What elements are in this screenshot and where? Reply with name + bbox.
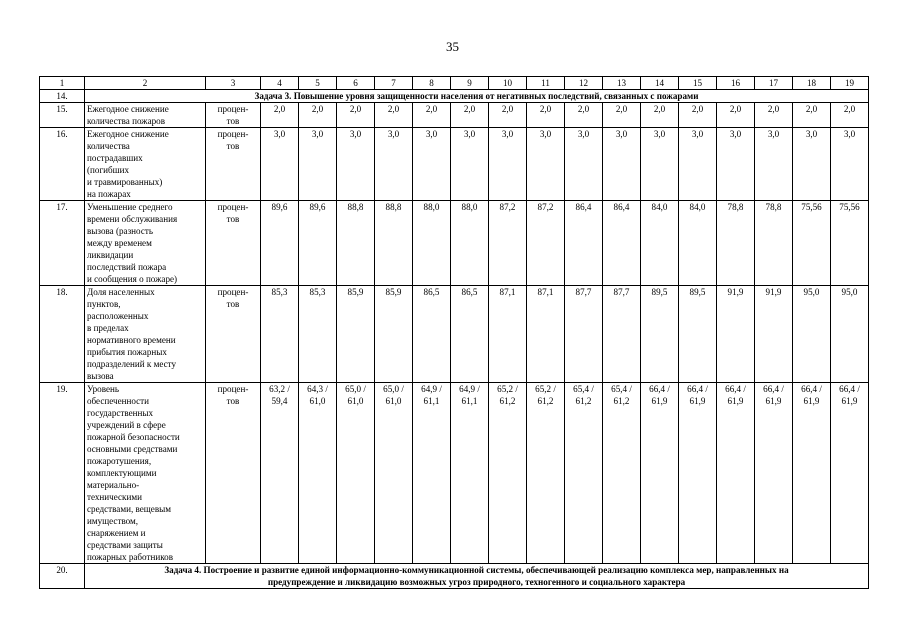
- page-number: 35: [446, 39, 459, 54]
- row-number: 19.: [40, 383, 85, 564]
- column-number: 2: [85, 77, 206, 90]
- value-cell: 64,9 / 61,1: [451, 383, 489, 564]
- unit-cell: процен- тов: [206, 103, 261, 128]
- value-cell: 3,0: [527, 128, 565, 201]
- value-cell: 3,0: [565, 128, 603, 201]
- value-cell: 3,0: [679, 128, 717, 201]
- value-cell: 2,0: [565, 103, 603, 128]
- value-cell: 2,0: [299, 103, 337, 128]
- value-cell: 95,0: [831, 286, 869, 383]
- value-cell: 65,4 / 61,2: [603, 383, 641, 564]
- column-number: 12: [565, 77, 603, 90]
- value-cell: 91,9: [755, 286, 793, 383]
- value-cell: 65,4 / 61,2: [565, 383, 603, 564]
- table-row: [40, 128, 869, 201]
- column-number-row: [40, 77, 869, 90]
- column-number: 14: [641, 77, 679, 90]
- value-cell: 2,0: [793, 103, 831, 128]
- value-cell: 89,5: [679, 286, 717, 383]
- value-cell: 66,4 / 61,9: [717, 383, 755, 564]
- value-cell: 2,0: [337, 103, 375, 128]
- indicator-name: Ежегодное снижение количества пожаров: [85, 103, 206, 128]
- task-4-row: [40, 564, 869, 589]
- value-cell: 2,0: [413, 103, 451, 128]
- value-cell: 66,4 / 61,9: [831, 383, 869, 564]
- column-number: 16: [717, 77, 755, 90]
- value-cell: 78,8: [717, 201, 755, 286]
- value-cell: 2,0: [603, 103, 641, 128]
- unit-cell: процен- тов: [206, 201, 261, 286]
- value-cell: 2,0: [451, 103, 489, 128]
- indicator-name: Доля населенных пунктов, расположенных в пределах нормативного времени прибытия пожарных подразделений к месту вызова: [85, 286, 206, 383]
- value-cell: 84,0: [641, 201, 679, 286]
- value-cell: 2,0: [717, 103, 755, 128]
- value-cell: 2,0: [755, 103, 793, 128]
- value-cell: 3,0: [603, 128, 641, 201]
- value-cell: 65,0 / 61,0: [375, 383, 413, 564]
- value-cell: 3,0: [337, 128, 375, 201]
- column-number: 19: [831, 77, 869, 90]
- indicators-table: [39, 76, 869, 589]
- value-cell: 75,56: [793, 201, 831, 286]
- value-cell: 2,0: [527, 103, 565, 128]
- value-cell: 64,9 / 61,1: [413, 383, 451, 564]
- value-cell: 3,0: [489, 128, 527, 201]
- task-3-row: [40, 90, 869, 103]
- value-cell: 89,6: [299, 201, 337, 286]
- column-number: 3: [206, 77, 261, 90]
- indicator-name: Ежегодное снижение количества пострадавших (погибших и травмированных) на пожарах: [85, 128, 206, 201]
- value-cell: 66,4 / 61,9: [641, 383, 679, 564]
- table-body: [40, 77, 869, 589]
- value-cell: 3,0: [717, 128, 755, 201]
- value-cell: 86,5: [451, 286, 489, 383]
- value-cell: 87,2: [489, 201, 527, 286]
- value-cell: 86,4: [603, 201, 641, 286]
- value-cell: 2,0: [679, 103, 717, 128]
- column-number: 6: [337, 77, 375, 90]
- value-cell: 66,4 / 61,9: [679, 383, 717, 564]
- value-cell: 85,9: [375, 286, 413, 383]
- value-cell: 78,8: [755, 201, 793, 286]
- value-cell: 65,0 / 61,0: [337, 383, 375, 564]
- value-cell: 87,7: [603, 286, 641, 383]
- value-cell: 63,2 / 59,4: [261, 383, 299, 564]
- value-cell: 75,56: [831, 201, 869, 286]
- value-cell: 65,2 / 61,2: [527, 383, 565, 564]
- value-cell: 3,0: [755, 128, 793, 201]
- column-number: 4: [261, 77, 299, 90]
- column-number: 10: [489, 77, 527, 90]
- column-number: 17: [755, 77, 793, 90]
- unit-cell: процен- тов: [206, 286, 261, 383]
- value-cell: 95,0: [793, 286, 831, 383]
- value-cell: 3,0: [299, 128, 337, 201]
- task-3-title: Задача 3. Повышение уровня защищенности населения от негативных последствий, связанных с пожарами: [85, 90, 869, 103]
- column-number: 15: [679, 77, 717, 90]
- value-cell: 88,8: [375, 201, 413, 286]
- value-cell: 87,1: [489, 286, 527, 383]
- table-row: [40, 103, 869, 128]
- value-cell: 2,0: [489, 103, 527, 128]
- task-4-title: Задача 4. Построение и развитие единой информационно-коммуникационной системы, обеспечивающей реализацию комплекса мер, направленных на предупреждение и ликвидацию возможных угроз природного, техногенного и социального характера: [85, 564, 869, 589]
- row-number: 17.: [40, 201, 85, 286]
- unit-cell: процен- тов: [206, 128, 261, 201]
- value-cell: 85,3: [261, 286, 299, 383]
- column-number: 5: [299, 77, 337, 90]
- value-cell: 84,0: [679, 201, 717, 286]
- value-cell: 86,5: [413, 286, 451, 383]
- column-number: 18: [793, 77, 831, 90]
- table-row: [40, 383, 869, 564]
- value-cell: 3,0: [375, 128, 413, 201]
- value-cell: 3,0: [261, 128, 299, 201]
- value-cell: 87,7: [565, 286, 603, 383]
- value-cell: 89,6: [261, 201, 299, 286]
- value-cell: 2,0: [375, 103, 413, 128]
- column-number: 1: [40, 77, 85, 90]
- value-cell: 66,4 / 61,9: [755, 383, 793, 564]
- value-cell: 85,9: [337, 286, 375, 383]
- value-cell: 87,2: [527, 201, 565, 286]
- value-cell: 2,0: [831, 103, 869, 128]
- value-cell: 91,9: [717, 286, 755, 383]
- value-cell: 88,0: [451, 201, 489, 286]
- row-number: 15.: [40, 103, 85, 128]
- value-cell: 89,5: [641, 286, 679, 383]
- value-cell: 2,0: [261, 103, 299, 128]
- column-number: 9: [451, 77, 489, 90]
- row-number: 16.: [40, 128, 85, 201]
- value-cell: 65,2 / 61,2: [489, 383, 527, 564]
- value-cell: 87,1: [527, 286, 565, 383]
- indicator-name: Уровень обеспеченности государственных учреждений в сфере пожарной безопасности основными средствами пожаротушения, комплектующими материально- техническими средствами, вещевым имуществом, снаряжением и средствами защиты пожарных работников: [85, 383, 206, 564]
- table-row: [40, 286, 869, 383]
- unit-cell: процен- тов: [206, 383, 261, 564]
- value-cell: 88,0: [413, 201, 451, 286]
- column-number: 8: [413, 77, 451, 90]
- value-cell: 86,4: [565, 201, 603, 286]
- column-number: 11: [527, 77, 565, 90]
- row-number: 14.: [40, 90, 85, 103]
- value-cell: 3,0: [451, 128, 489, 201]
- value-cell: 3,0: [641, 128, 679, 201]
- row-number: 18.: [40, 286, 85, 383]
- row-number: 20.: [40, 564, 85, 589]
- value-cell: 85,3: [299, 286, 337, 383]
- value-cell: 88,8: [337, 201, 375, 286]
- value-cell: 3,0: [793, 128, 831, 201]
- value-cell: 2,0: [641, 103, 679, 128]
- column-number: 7: [375, 77, 413, 90]
- table-row: [40, 201, 869, 286]
- value-cell: 66,4 / 61,9: [793, 383, 831, 564]
- indicator-name: Уменьшение среднего времени обслуживания вызова (разность между временем ликвидации последствий пожара и сообщения о пожаре): [85, 201, 206, 286]
- value-cell: 3,0: [831, 128, 869, 201]
- column-number: 13: [603, 77, 641, 90]
- value-cell: 64,3 / 61,0: [299, 383, 337, 564]
- value-cell: 3,0: [413, 128, 451, 201]
